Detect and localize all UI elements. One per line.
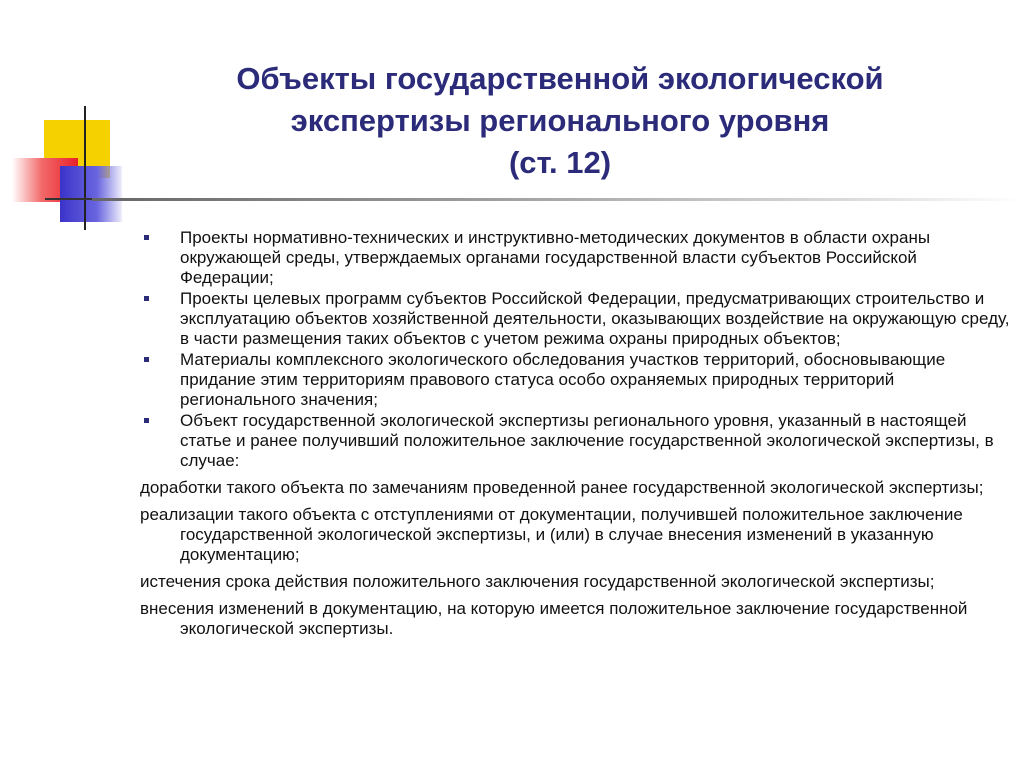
bullet-text: Проекты нормативно-технических и инструктивно-методических документов в области охраны окружающей среды, утверждаемых органами государственной власти субъектов Российской Федерации; bbox=[180, 228, 931, 287]
bullet-item bbox=[140, 228, 1010, 288]
bullet-text: Объект государственной экологической экспертизы регионального уровня, указанный в настоящей статье и ранее получивший положительное заключение государственной экологической экспертизы, в случае: bbox=[180, 411, 994, 470]
case-paragraph: внесения изменений в документацию, на которую имеется положительное заключение государственной экологической экспертизы. bbox=[140, 599, 968, 638]
square-bullet-icon bbox=[144, 235, 149, 240]
case-paragraph: истечения срока действия положительного заключения государственной экологической экспертизы; bbox=[140, 572, 935, 591]
title-line: Объекты государственной экологической bbox=[236, 61, 884, 96]
case-paragraph: реализации такого объекта с отступлениями от документации, получившей положительное заключение государственной экологической экспертизы, и (или) в случае внесения изменений в указанную документацию; bbox=[140, 505, 963, 564]
vertical-line-decoration bbox=[84, 106, 86, 230]
slide-body bbox=[140, 228, 1010, 639]
slide-title bbox=[160, 58, 960, 184]
bullet-item bbox=[140, 350, 1010, 410]
bullet-item bbox=[140, 289, 1010, 349]
bullet-item bbox=[140, 411, 1010, 471]
square-bullet-icon bbox=[144, 357, 149, 362]
square-bullet-icon bbox=[144, 418, 149, 423]
title-line: экспертизы регионального уровня bbox=[290, 103, 830, 138]
title-line: (ст. 12) bbox=[508, 145, 612, 180]
square-bullet-icon bbox=[144, 296, 149, 301]
blue-square-decoration bbox=[60, 166, 122, 222]
bullet-text: Проекты целевых программ субъектов Российской Федерации, предусматривающих строительство и эксплуатацию объектов хозяйственной деятельности, оказывающих воздействие на окружающую среду, в части размещения таких объектов с учетом режима охраны природных объектов; bbox=[180, 289, 1010, 348]
bullet-text: Материалы комплексного экологического обследования участков территорий, обосновывающие придание этим территориям правового статуса особо охраняемых природных территорий регионального значения; bbox=[180, 350, 946, 409]
title-divider-rule bbox=[92, 198, 1022, 201]
case-paragraph: доработки такого объекта по замечаниям проведенной ранее государственной экологической экспертизы; bbox=[140, 478, 984, 497]
